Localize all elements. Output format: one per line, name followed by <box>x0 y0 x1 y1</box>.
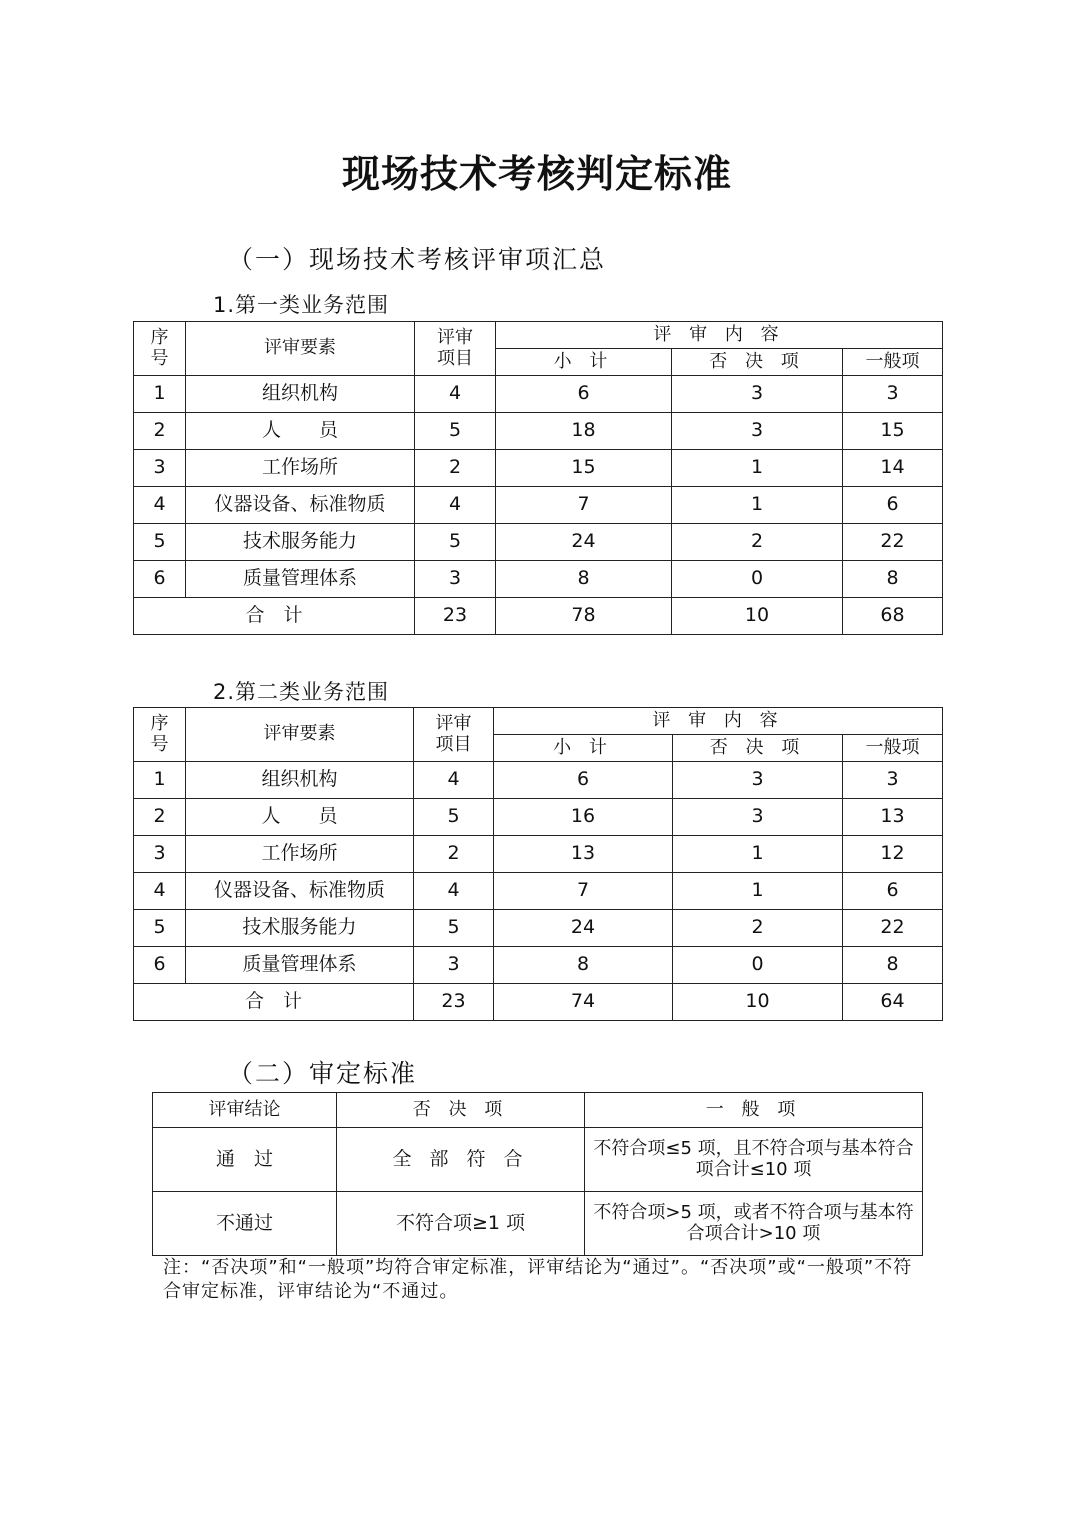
section1-heading: （一）现场技术考核评审项汇总 <box>228 245 607 274</box>
cell-seq: 6 <box>134 947 186 984</box>
cell-seq: 3 <box>134 450 186 487</box>
total-label: 合 计 <box>134 598 415 635</box>
header-items: 评审项目 <box>414 708 494 762</box>
cell-general: 8 <box>843 947 943 984</box>
cell-items: 5 <box>414 910 494 947</box>
cell-items: 5 <box>414 799 494 836</box>
header-content: 评 审 内 容 <box>494 708 943 735</box>
cell-seq: 4 <box>134 873 186 910</box>
cell-items: 5 <box>415 524 496 561</box>
footnote: 注：“否决项”和“一般项”均符合审定标准，评审结论为“通过”。“否决项”或“一般项”不符合审定标准，评审结论为“不通过。 <box>163 1257 913 1302</box>
cell-subtotal: 6 <box>496 376 672 413</box>
cell-items: 2 <box>415 450 496 487</box>
cell-element: 技术服务能力 <box>186 524 415 561</box>
cell-general: 3 <box>843 762 943 799</box>
cell-general: 13 <box>843 799 943 836</box>
table-row <box>134 487 943 524</box>
table-row <box>134 799 943 836</box>
cell-items: 4 <box>415 487 496 524</box>
header-general: 一般项 <box>843 349 943 376</box>
cell-element: 人 员 <box>186 799 414 836</box>
table-row <box>134 762 943 799</box>
cell-seq: 2 <box>134 413 186 450</box>
cell-subtotal: 13 <box>494 836 673 873</box>
cell-items: 4 <box>414 762 494 799</box>
header-subtotal: 小 计 <box>496 349 672 376</box>
cell-items: 4 <box>414 873 494 910</box>
cell-seq: 2 <box>134 799 186 836</box>
cell-element: 工作场所 <box>186 450 415 487</box>
cell-veto: 3 <box>673 799 843 836</box>
total-items: 23 <box>415 598 496 635</box>
cell-subtotal: 8 <box>494 947 673 984</box>
cell-veto: 3 <box>672 376 843 413</box>
cell-veto: 全 部 符 合 <box>337 1128 585 1192</box>
table-row <box>134 413 943 450</box>
total-veto: 10 <box>672 598 843 635</box>
total-general: 68 <box>843 598 943 635</box>
cell-veto: 2 <box>673 910 843 947</box>
total-row <box>134 984 943 1021</box>
cell-subtotal: 18 <box>496 413 672 450</box>
table1 <box>133 321 943 635</box>
criteria-table <box>152 1092 923 1256</box>
table-row <box>134 947 943 984</box>
cell-conclusion: 不通过 <box>153 1192 337 1256</box>
cell-subtotal: 24 <box>494 910 673 947</box>
table-row <box>134 376 943 413</box>
cell-veto: 1 <box>672 450 843 487</box>
cell-items: 3 <box>415 561 496 598</box>
cell-element: 技术服务能力 <box>186 910 414 947</box>
header-veto: 否 决 项 <box>337 1093 585 1128</box>
table-row <box>134 450 943 487</box>
cell-general: 12 <box>843 836 943 873</box>
header-element: 评审要素 <box>186 322 415 376</box>
cell-general: 14 <box>843 450 943 487</box>
cell-seq: 5 <box>134 524 186 561</box>
cell-conclusion: 通 过 <box>153 1128 337 1192</box>
header-general: 一般项 <box>843 735 943 762</box>
header-subtotal: 小 计 <box>494 735 673 762</box>
cell-veto: 0 <box>672 561 843 598</box>
header-conclusion: 评审结论 <box>153 1093 337 1128</box>
total-veto: 10 <box>673 984 843 1021</box>
cell-seq: 4 <box>134 487 186 524</box>
cell-element: 仪器设备、标准物质 <box>186 487 415 524</box>
cell-veto: 1 <box>673 873 843 910</box>
cell-subtotal: 16 <box>494 799 673 836</box>
cell-general: 不符合项>5 项，或者不符合项与基本符合项合计>10 项 <box>585 1192 923 1256</box>
cell-general: 不符合项≤5 项，且不符合项与基本符合项合计≤10 项 <box>585 1128 923 1192</box>
cell-items: 4 <box>415 376 496 413</box>
table-row <box>153 1128 923 1192</box>
section2-heading: （二）审定标准 <box>228 1059 418 1088</box>
header-element: 评审要素 <box>186 708 414 762</box>
cell-subtotal: 6 <box>494 762 673 799</box>
cell-general: 3 <box>843 376 943 413</box>
header-veto: 否 决 项 <box>672 349 843 376</box>
cell-veto: 0 <box>673 947 843 984</box>
cell-seq: 1 <box>134 376 186 413</box>
cell-element: 仪器设备、标准物质 <box>186 873 414 910</box>
cell-element: 工作场所 <box>186 836 414 873</box>
cell-seq: 5 <box>134 910 186 947</box>
cell-veto: 1 <box>672 487 843 524</box>
cell-element: 组织机构 <box>186 376 415 413</box>
cell-veto: 2 <box>672 524 843 561</box>
cell-subtotal: 24 <box>496 524 672 561</box>
cell-general: 15 <box>843 413 943 450</box>
cell-veto: 不符合项≥1 项 <box>337 1192 585 1256</box>
total-subtotal: 78 <box>496 598 672 635</box>
cell-general: 6 <box>843 873 943 910</box>
cell-veto: 3 <box>672 413 843 450</box>
cell-items: 2 <box>414 836 494 873</box>
header-veto: 否 决 项 <box>673 735 843 762</box>
header-seq: 序号 <box>134 708 186 762</box>
cell-element: 组织机构 <box>186 762 414 799</box>
cell-general: 6 <box>843 487 943 524</box>
cell-element: 人 员 <box>186 413 415 450</box>
cell-general: 8 <box>843 561 943 598</box>
cell-seq: 3 <box>134 836 186 873</box>
cell-seq: 1 <box>134 762 186 799</box>
cell-seq: 6 <box>134 561 186 598</box>
cell-subtotal: 15 <box>496 450 672 487</box>
table-row <box>153 1192 923 1256</box>
total-label: 合 计 <box>134 984 414 1021</box>
table-row <box>134 873 943 910</box>
cell-items: 5 <box>415 413 496 450</box>
cell-general: 22 <box>843 910 943 947</box>
cell-items: 3 <box>414 947 494 984</box>
table-row <box>134 910 943 947</box>
table-row <box>134 524 943 561</box>
table-row <box>134 561 943 598</box>
cell-general: 22 <box>843 524 943 561</box>
total-general: 64 <box>843 984 943 1021</box>
header-general: 一 般 项 <box>585 1093 923 1128</box>
total-row <box>134 598 943 635</box>
table2-caption: 2.第二类业务范围 <box>213 680 390 704</box>
header-content: 评 审 内 容 <box>496 322 943 349</box>
cell-subtotal: 7 <box>494 873 673 910</box>
cell-element: 质量管理体系 <box>186 947 414 984</box>
total-subtotal: 74 <box>494 984 673 1021</box>
cell-veto: 1 <box>673 836 843 873</box>
cell-subtotal: 7 <box>496 487 672 524</box>
cell-element: 质量管理体系 <box>186 561 415 598</box>
table-row <box>134 836 943 873</box>
header-items: 评审项目 <box>415 322 496 376</box>
cell-subtotal: 8 <box>496 561 672 598</box>
table2 <box>133 707 943 1021</box>
page-title: 现场技术考核判定标准 <box>341 151 732 196</box>
header-seq: 序号 <box>134 322 186 376</box>
total-items: 23 <box>414 984 494 1021</box>
table1-caption: 1.第一类业务范围 <box>213 293 390 317</box>
cell-veto: 3 <box>673 762 843 799</box>
